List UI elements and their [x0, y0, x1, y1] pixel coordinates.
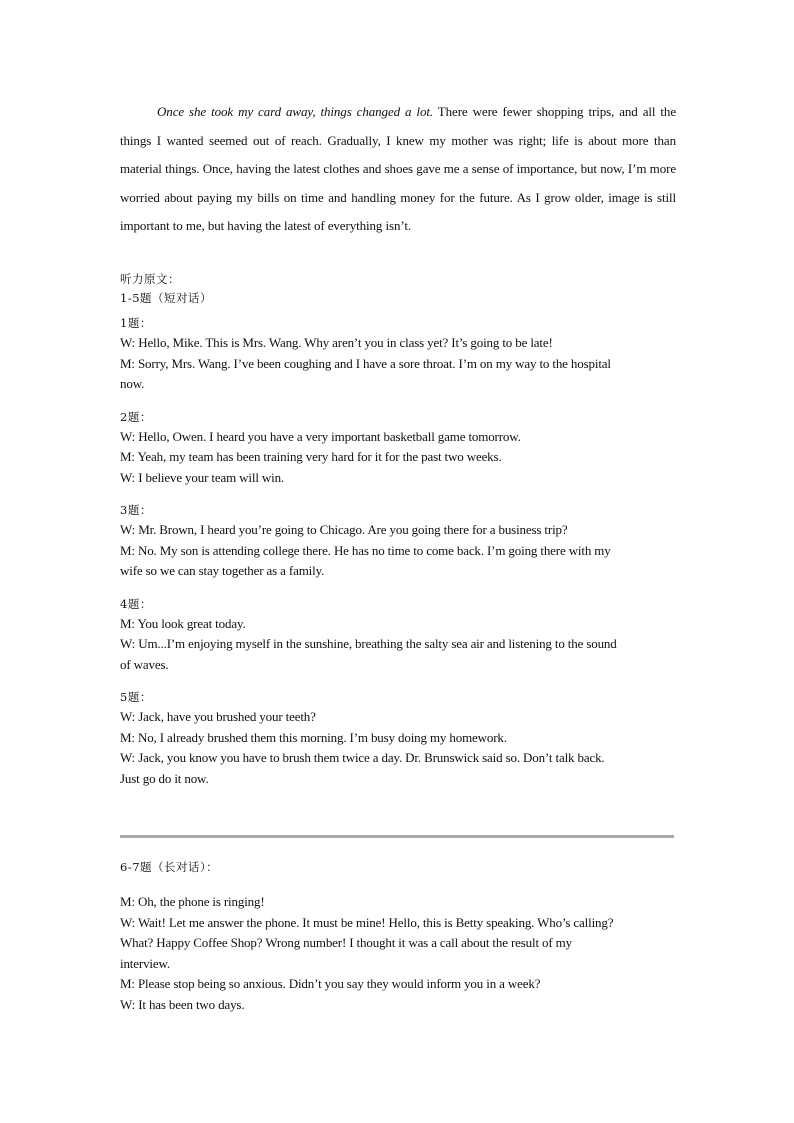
dialogue-line: now. [120, 376, 145, 391]
dialogue-line: M: No, I already brushed them this morning. I’m busy doing my homework. [120, 729, 507, 745]
question-4-label: 4题： [120, 596, 152, 611]
dialogue-line: W: Wait! Let me answer the phone. It must be mine! Hello, this is Betty speaking. Who’s calling? [120, 914, 614, 930]
question-1-block [120, 314, 676, 395]
dialogue-line: W: Hello, Owen. I heard you have a very important basketball game tomorrow. [120, 428, 521, 444]
question-1-label: 1题： [120, 316, 152, 330]
dialogue-line: wife so we can stay together as a family. [120, 563, 325, 578]
dialogue-line: W: Mr. Brown, I heard you’re going to Chicago. Are you going there for a business trip? [120, 522, 568, 537]
dialogue-line: M: No. My son is attending college there. He has no time to come back. I’m going there with my [120, 542, 611, 558]
question-2-block [120, 408, 676, 489]
dialogue-line: W: Jack, have you brushed your teeth? [120, 709, 316, 724]
dialogue-line: M: Oh, the phone is ringing! [120, 894, 265, 909]
dialogue-line: M: Yeah, my team has been training very hard for it for the past two weeks. [120, 449, 502, 464]
dialogue-line: M: You look great today. [120, 615, 246, 631]
listening-transcript [120, 270, 676, 789]
section-divider [120, 835, 674, 838]
dialogue-line: of waves. [120, 656, 169, 672]
question-4-block [120, 595, 676, 676]
question-5-block [120, 688, 676, 789]
dialogue-line: W: It has been two days. [120, 996, 245, 1012]
section2-title: 6-7题（长对话）： [120, 860, 219, 874]
dialogue-line: Just go do it now. [120, 770, 209, 786]
question-3-block [120, 501, 676, 582]
dialogue-line: W: Hello, Mike. This is Mrs. Wang. Why aren’t you in class yet? It’s going to be late! [120, 335, 553, 350]
essay-paragraph [120, 98, 676, 241]
dialogue-line: interview. [120, 955, 170, 971]
long-dialogue-section [120, 858, 676, 1015]
dialogue-line: M: Sorry, Mrs. Wang. I’ve been coughing and I have a sore throat. I’m on my way to the hospital [120, 355, 611, 371]
transcript-heading: 听力原文： [120, 272, 180, 286]
long-dialogue [120, 892, 676, 1015]
dialogue-line: W: Um...I’m enjoying myself in the sunshine, breathing the salty sea air and listening to the sound [120, 636, 617, 651]
dialogue-line: M: Please stop being so anxious. Didn’t you say they would inform you in a week? [120, 976, 541, 991]
essay-italic-lead: Once she took my card away, things changed a lot. [157, 104, 434, 119]
question-2-label: 2题： [120, 409, 152, 424]
section1-title: 1-5题（短对话） [120, 291, 213, 305]
dialogue-line: W: Jack, you know you have to brush them twice a day. Dr. Brunswick said so. Don’t talk back. [120, 750, 605, 765]
question-3-label: 3题： [120, 503, 152, 517]
essay-body-text: There were fewer shopping trips, and all the things I wanted seemed out of reach. Gradually, I knew my mother was right; life is about more than material things. Once, having the latest clothes and shoes gave me a sense of importance, but now, I’m more worried about paying my bills on time and handling money for the future. As I grow older, image is still important to me, but having the latest of everything isn’t. [120, 104, 676, 233]
dialogue-line: What? Happy Coffee Shop? Wrong number! I thought it was a call about the result of my [120, 935, 572, 950]
question-5-label: 5题： [120, 690, 152, 704]
dialogue-line: W: I believe your team will win. [120, 469, 285, 485]
